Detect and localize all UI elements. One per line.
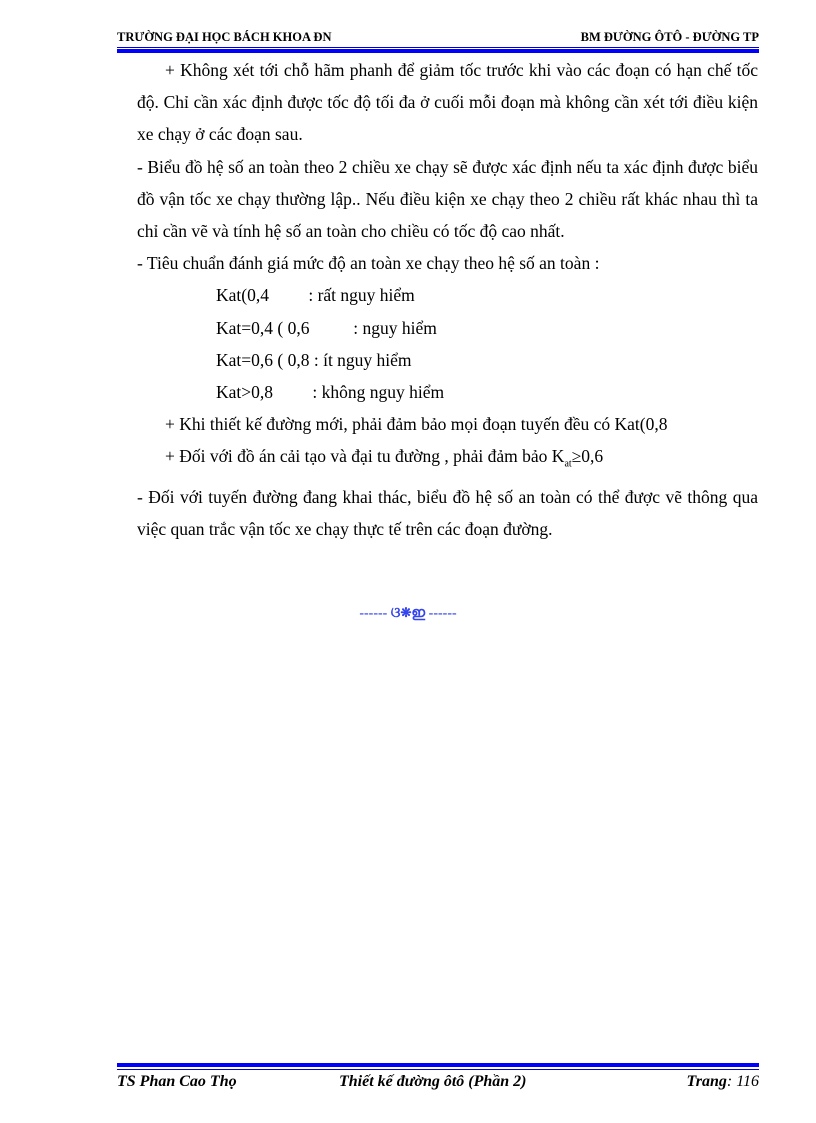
rule-suffix: ≥0,6 (571, 446, 604, 467)
header-rule-thick (117, 49, 759, 53)
header-left: TRƯỜNG ĐẠI HỌC BÁCH KHOA ĐN (117, 30, 332, 44)
criteria-item: Kat>0,8 : không nguy hiểm (216, 382, 445, 403)
paragraph: - Tiêu chuẩn đánh giá mức độ an toàn xe chạy theo hệ số an toàn : (137, 253, 600, 274)
rule-text: + Đối với đồ án cải tạo và đại tu đường , phải đảm bảo K (165, 446, 565, 467)
paragraph: - Đối với tuyến đường đang khai thác, biểu đồ hệ số an toàn có thể được vẽ thông qua việc quan trắc vận tốc xe chạy thực tế trên các đoạn đường. (137, 487, 758, 540)
rule-upgrade (137, 440, 758, 481)
rule-subscript: at (564, 458, 572, 470)
footer-rule-thick (117, 1063, 759, 1067)
criteria-item: Kat=0,6 ( 0,8 : ít nguy hiểm (216, 349, 412, 370)
rule-new-road: + Khi thiết kế đường mới, phải đảm bảo mọi đoạn tuyến đều có Kat(0,8 (165, 414, 668, 435)
ornament-divider: ------ ଓ❋ഇ ------ (359, 606, 457, 621)
page-header (117, 30, 759, 45)
paragraph: - Biểu đồ hệ số an toàn theo 2 chiều xe chạy sẽ được xác định nếu ta xác định được biểu đồ vận tốc xe chạy thường lập.. Nếu điều kiện xe chạy theo 2 chiều rất khác nhau thì ta chỉ cần vẽ và tính hệ số an toàn cho chiều có tốc độ cao nhất. (137, 156, 758, 242)
footer-author: TS Phan Cao Thọ (117, 1073, 237, 1090)
paragraph: + Không xét tới chỗ hãm phanh để giảm tốc trước khi vào các đoạn có hạn chế tốc độ. Chỉ cần xác định được tốc độ tối đa ở cuối mỗi đoạn mà không cần xét tới điều kiện xe chạy ở các đoạn sau. (137, 60, 758, 145)
page-body (137, 54, 758, 546)
header-rule (117, 47, 759, 48)
page-number: : 116 (726, 1073, 759, 1090)
header-right: BM ĐƯỜNG ÔTÔ - ĐƯỜNG TP (580, 30, 759, 44)
footer-page (687, 1073, 759, 1091)
page-label: Trang (686, 1073, 727, 1090)
footer-rule (117, 1069, 759, 1070)
criteria-item: Kat(0,4 : rất nguy hiểm (216, 285, 415, 306)
footer-title: Thiết kế đường ôtô (Phần 2) (339, 1073, 527, 1090)
criteria-item: Kat=0,4 ( 0,6 : nguy hiểm (216, 317, 437, 338)
page-footer (117, 1073, 759, 1091)
